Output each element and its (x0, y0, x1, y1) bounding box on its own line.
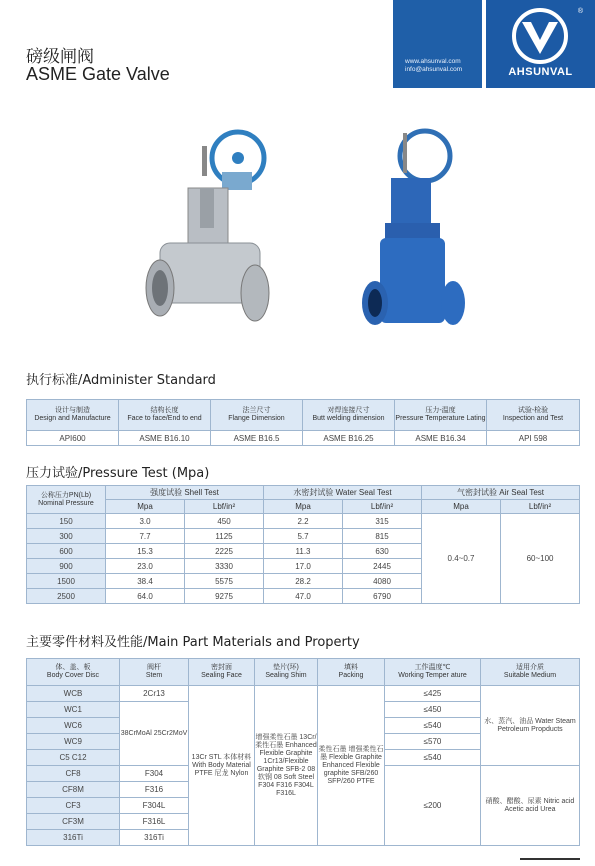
pressure-section-title: 压力试验/Pressure Test (Mpa) (26, 466, 210, 481)
email-text: info@ahsunval.com (405, 66, 463, 73)
materials-table (26, 658, 580, 846)
pressure-class: 300 (27, 529, 106, 544)
table-cell: 64.0 (106, 589, 185, 604)
table-cell: 7.7 (106, 529, 185, 544)
table-cell: 630 (343, 544, 422, 559)
pressure-class: 150 (27, 514, 106, 529)
standard-header-cell: 对焊连接尺寸 Butt welding dimension (303, 400, 395, 431)
body-material: CF8 (27, 766, 120, 782)
table-row (27, 686, 580, 702)
nominal-pressure-header: 公称压力PN(Lb) Nominal Pressure (27, 486, 106, 514)
sealing-shim-cell: 增强柔性石墨 13Cr/柔性石墨 Enhanced Flexible Graphite 1Cr13/Flexible Graphite SFB-2 08软钢 08 Soft Steel F304 F316 F304L F316L (255, 686, 318, 846)
table-cell: 815 (343, 529, 422, 544)
table-cell: 17.0 (264, 559, 343, 574)
table-cell: 2445 (343, 559, 422, 574)
standard-section-title: 执行标准/Administer Standard (26, 373, 216, 388)
body-material: 316Ti (27, 830, 120, 846)
materials-header-cell: 体、盖、板 Body Cover Disc (27, 659, 120, 686)
pressure-class: 900 (27, 559, 106, 574)
standard-header-cell: 设计与制造 Design and Manufacture (27, 400, 119, 431)
standard-header-cell: 压力-温度 Pressure Temperature Lating (395, 400, 487, 431)
body-material: CF8M (27, 782, 120, 798)
temperature-cell: ≤540 (385, 750, 481, 766)
pressure-class: 600 (27, 544, 106, 559)
body-material: WC1 (27, 702, 120, 718)
temperature-cell: ≤450 (385, 702, 481, 718)
temperature-cell: ≤200 (385, 766, 481, 846)
materials-header-cell: 垫片(环) Sealing Shim (255, 659, 318, 686)
standard-value-row (27, 431, 580, 446)
temperature-cell: ≤540 (385, 718, 481, 734)
pressure-class: 2500 (27, 589, 106, 604)
page-title-en: ASME Gate Valve (26, 64, 170, 84)
unit-mpa: Mpa (106, 500, 185, 514)
table-cell: 4080 (343, 574, 422, 589)
table-cell: 450 (185, 514, 264, 529)
header-band (393, 0, 482, 88)
body-material: WCB (27, 686, 120, 702)
table-cell: 47.0 (264, 589, 343, 604)
body-material: WC6 (27, 718, 120, 734)
standard-header-cell: 法兰尺寸 Flange Dimension (211, 400, 303, 431)
body-material: WC9 (27, 734, 120, 750)
stem-material: 2Cr13 (120, 686, 189, 702)
materials-header-cell: 填料 Packing (318, 659, 385, 686)
table-cell: 38.4 (106, 574, 185, 589)
table-cell: 2225 (185, 544, 264, 559)
temperature-cell: ≤425 (385, 686, 481, 702)
pressure-group-row (27, 486, 580, 500)
materials-header-cell: 适用介质 Suitable Medium (481, 659, 580, 686)
page-title-cn: 磅级闸阀 (26, 47, 94, 67)
footer-rule (520, 858, 580, 860)
medium-cell: 水、蒸汽、油品 Water Steam Petroleum Propducts (481, 686, 580, 766)
stem-material: F316L (120, 814, 189, 830)
body-material: CF3M (27, 814, 120, 830)
stem-material: 316Ti (120, 830, 189, 846)
standard-value: API 598 (487, 431, 580, 446)
unit-lbf: Lbf/in² (185, 500, 264, 514)
standard-value: ASME B16.25 (303, 431, 395, 446)
materials-header-cell: 密封面 Sealing Face (189, 659, 255, 686)
sealing-face-cell: 13Cr STL 本体材料 With Body Material PTFE 尼龙 Nylon (189, 686, 255, 846)
gate-valve-photo-silver (140, 128, 280, 343)
air-mpa-cell: 0.4~0.7 (422, 514, 501, 604)
body-material: CF3 (27, 798, 120, 814)
unit-lbf: Lbf/in² (343, 500, 422, 514)
table-row (27, 514, 580, 529)
packing-cell: 柔性石墨 增强柔性石墨 Flexible Graphite Enhanced Flexible graphite SFB/260 SFP/260 PTFE (318, 686, 385, 846)
medium-cell: 硝酸、醋酸、尿素 Nitric acid Acetic acid Urea (481, 766, 580, 846)
table-cell: 3.0 (106, 514, 185, 529)
website-text: www.ahsunval.com (405, 58, 461, 65)
table-cell: 15.3 (106, 544, 185, 559)
stem-material: F316 (120, 782, 189, 798)
standard-value: ASME B16.5 (211, 431, 303, 446)
unit-lbf: Lbf/in² (501, 500, 580, 514)
standard-header-cell: 试验-检验 Inspection and Test (487, 400, 580, 431)
registered-mark: ® (577, 8, 583, 15)
air-lbf-cell: 60~100 (501, 514, 580, 604)
pressure-unit-row (27, 500, 580, 514)
brand-name: AHSUNVAL (508, 66, 573, 78)
table-cell: 3330 (185, 559, 264, 574)
unit-mpa: Mpa (264, 500, 343, 514)
standard-header-row (27, 400, 580, 431)
stem-material: 38CrMoAl 25Cr2MoV (120, 702, 189, 766)
table-cell: 2.2 (264, 514, 343, 529)
pressure-class: 1500 (27, 574, 106, 589)
gate-valve-photo-blue (355, 128, 470, 343)
materials-header-row (27, 659, 580, 686)
table-cell: 23.0 (106, 559, 185, 574)
standard-header-cell: 结构长度 Face to face/End to end (119, 400, 211, 431)
materials-section-title: 主要零件材料及性能/Main Part Materials and Property (26, 635, 360, 650)
table-cell: 9275 (185, 589, 264, 604)
table-cell: 6790 (343, 589, 422, 604)
materials-header-cell: 阀杆 Stem (120, 659, 189, 686)
shell-test-header: 强度试验 Shell Test (106, 486, 264, 500)
materials-header-cell: 工作温度℃ Working Temper ature (385, 659, 481, 686)
standard-table (26, 399, 580, 446)
standard-value: API600 (27, 431, 119, 446)
table-cell: 5.7 (264, 529, 343, 544)
air-seal-header: 气密封试验 Air Seal Test (422, 486, 580, 500)
stem-material: F304 (120, 766, 189, 782)
table-cell: 11.3 (264, 544, 343, 559)
contact-info (405, 58, 480, 74)
unit-mpa: Mpa (422, 500, 501, 514)
water-seal-header: 水密封试验 Water Seal Test (264, 486, 422, 500)
standard-value: ASME B16.10 (119, 431, 211, 446)
standard-value: ASME B16.34 (395, 431, 487, 446)
table-cell: 315 (343, 514, 422, 529)
table-cell: 5575 (185, 574, 264, 589)
table-cell: 1125 (185, 529, 264, 544)
table-cell: 28.2 (264, 574, 343, 589)
pressure-table (26, 485, 580, 604)
brand-logo (486, 0, 595, 88)
stem-material: F304L (120, 798, 189, 814)
body-material: C5 C12 (27, 750, 120, 766)
temperature-cell: ≤570 (385, 734, 481, 750)
